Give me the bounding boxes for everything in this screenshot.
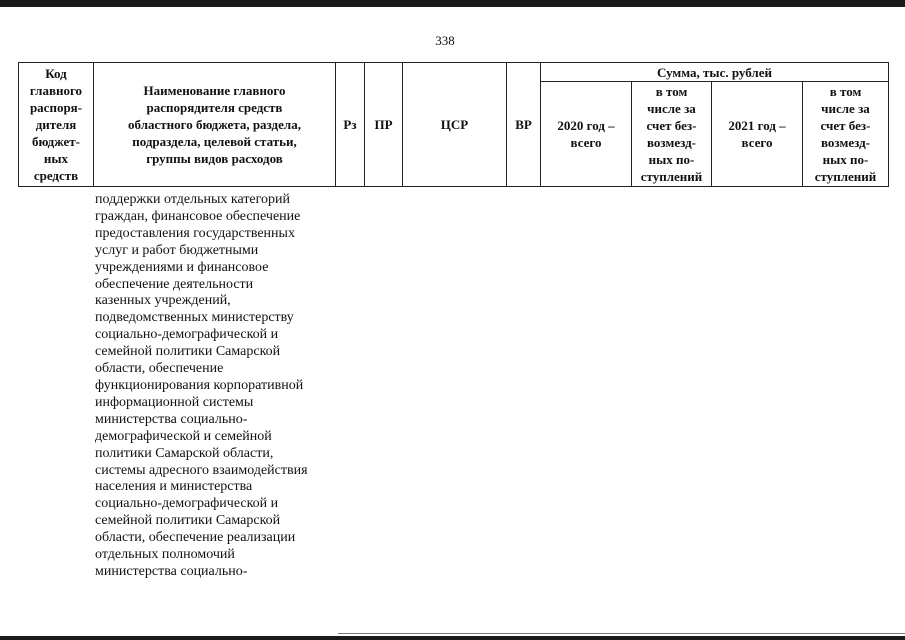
text-line: информационной системы	[95, 394, 254, 410]
text-line: подведомственных министерству	[95, 310, 294, 326]
header-2020-total: 2020 год – всего	[557, 118, 615, 150]
text-line: системы адресного взаимодействия	[95, 462, 308, 478]
header-code: Код главного распоря- дителя бюджет- ных средств	[29, 66, 83, 183]
text-line: услуг и работ бюджетными	[95, 242, 259, 258]
text-line: семейной политики Самарской	[95, 344, 281, 360]
text-line: обеспечение деятельности	[95, 276, 254, 292]
text-line: поддержки отдельных категорий	[95, 192, 291, 207]
header-name-cell	[94, 63, 336, 187]
text-line: области, обеспечение	[95, 361, 224, 377]
header-2020-total-cell	[541, 82, 632, 187]
text-line: политики Самарской области,	[95, 445, 274, 461]
text-line: социально-демографической и	[95, 327, 279, 343]
header-vr: ВР	[515, 117, 532, 132]
header-code-cell	[19, 63, 94, 187]
text-line: отдельных полномочий	[95, 547, 235, 563]
header-2020-grants-cell	[632, 82, 712, 187]
text-line: учреждениями и финансовое	[95, 259, 269, 275]
text-line: семейной политики Самарской	[95, 513, 281, 529]
header-vr-cell	[507, 63, 541, 187]
text-line: социально-демографической и	[95, 496, 279, 512]
text-line: граждан, финансовое обеспечение	[95, 208, 301, 224]
text-line: функционирования корпоративной	[95, 377, 304, 393]
continued-description	[95, 192, 345, 581]
header-rz-cell	[336, 63, 365, 187]
bottom-rule	[338, 633, 905, 634]
text-line: предоставления государственных	[95, 225, 295, 241]
header-pr-cell	[365, 63, 403, 187]
text-line: министерства социально-	[95, 411, 248, 427]
page-number: 338	[435, 33, 455, 48]
header-csr-cell	[403, 63, 507, 187]
header-2021-total: 2021 год – всего	[728, 118, 786, 150]
header-2020-grants: в том числе за счет без- возмезд- ных по- ступлений	[640, 84, 703, 184]
text-line: казенных учреждений,	[95, 293, 231, 309]
header-rz: Рз	[343, 117, 357, 132]
text-line: населения и министерства	[95, 479, 253, 495]
header-2021-grants-cell	[803, 82, 889, 187]
bottom-border	[0, 636, 905, 640]
header-sum-cell	[541, 63, 889, 82]
text-line: демографической и семейной	[95, 428, 272, 444]
header-sum: Сумма, тыс. рублей	[657, 64, 772, 80]
top-border	[0, 0, 905, 7]
header-2021-grants: в том числе за счет без- возмезд- ных по- ступлений	[814, 84, 877, 184]
header-2021-total-cell	[712, 82, 803, 187]
header-pr: ПР	[374, 117, 393, 132]
header-csr: ЦСР	[440, 117, 469, 132]
header-name: Наименование главного распорядителя средств областного бюджета, раздела, подраздела, целевой статьи, группы видов расходов	[128, 83, 301, 166]
text-line: области, обеспечение реализации	[95, 530, 296, 546]
text-line: министерства социально-	[95, 563, 248, 579]
budget-table-header	[18, 62, 889, 187]
